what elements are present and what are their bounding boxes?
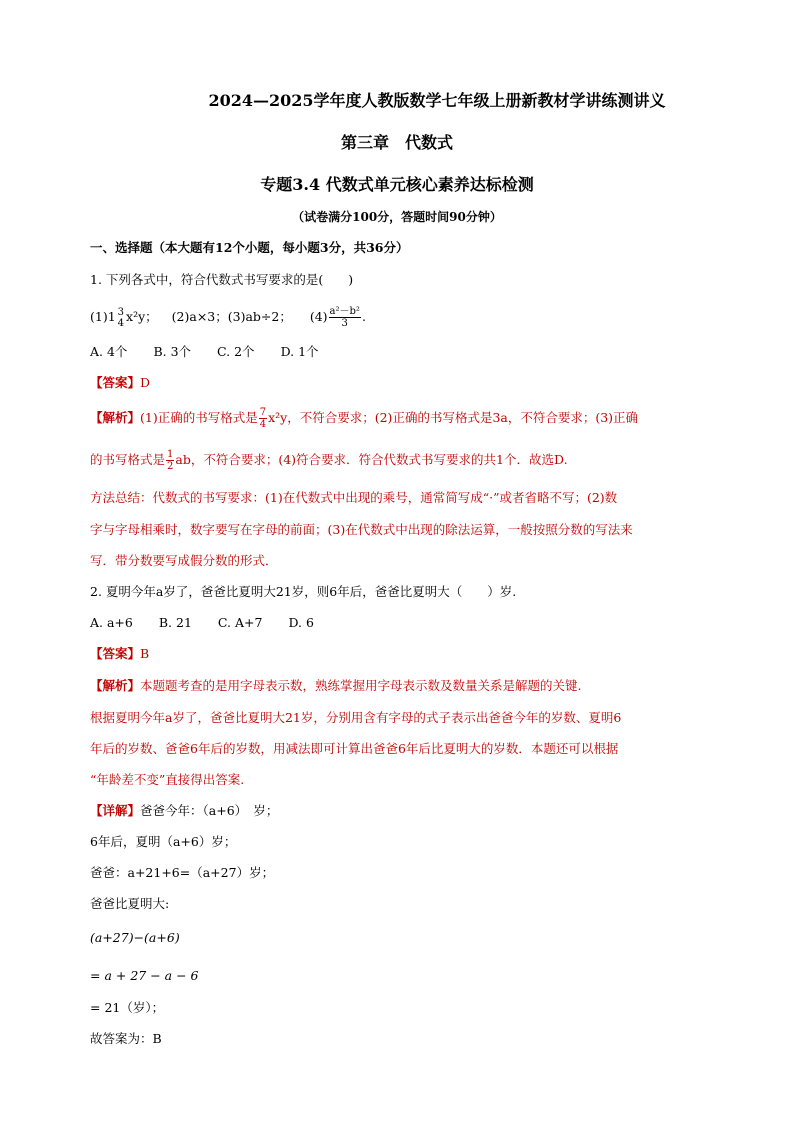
q1-method-line3: 写．带分数要写成假分数的形式． bbox=[90, 553, 278, 568]
q1-analysis-den1: 4 bbox=[259, 419, 267, 430]
q2-option-a: A. a+6 bbox=[90, 615, 133, 630]
q1-item1-fraction bbox=[117, 307, 125, 329]
q1-item4-fraction bbox=[329, 306, 361, 329]
q1-analysis2-text-a: 的书写格式是 bbox=[90, 452, 166, 467]
q2-calc-line3: = 21（岁）； bbox=[90, 1000, 165, 1015]
q2-detail-line3: 爸爸：a+21+6=（a+27）岁； bbox=[90, 865, 275, 880]
main-title: 2024—2025学年度人教版数学七年级上册新教材学讲练测讲义 bbox=[208, 91, 666, 110]
q1-option-d: D. 1个 bbox=[280, 344, 319, 359]
q1-analysis-line2 bbox=[90, 448, 568, 472]
q2-analysis-line2: 根据夏明今年a岁了，爸爸比夏明大21岁，分别用含有字母的式子表示出爸爸今年的岁数、夏明6 bbox=[90, 710, 622, 725]
q1-analysis-fraction2 bbox=[166, 449, 174, 472]
q1-item4-den: 3 bbox=[341, 318, 348, 329]
q1-analysis-text-b: x²y，不符合要求；(2)正确的书写格式是3a，不符合要求；(3)正确 bbox=[268, 410, 639, 425]
q2-stem: 2. 夏明今年a岁了，爸爸比夏明大21岁，则6年后，爸爸比夏明大（ ）岁. bbox=[90, 584, 517, 599]
q1-analysis-fraction1 bbox=[259, 407, 267, 430]
q1-stem: 1. 下列各式中，符合代数式书写要求的是( ) bbox=[90, 272, 354, 287]
q2-option-d: D. 6 bbox=[288, 615, 314, 630]
q1-analysis-text-a: (1)正确的书写格式是 bbox=[140, 410, 258, 425]
q2-option-c: C. A+7 bbox=[217, 615, 263, 630]
q1-item2: (2)a×3； bbox=[171, 309, 228, 324]
q2-detail-text1: 爸爸今年：（a+6） 岁； bbox=[140, 803, 279, 818]
q1-item1-den: 4 bbox=[117, 317, 125, 329]
q1-method-line1: 方法总结：代数式的书写要求：(1)在代数式中出现的乘号，通常简写成“·”或者省略不写；(2)数 bbox=[90, 490, 618, 505]
exam-info: （试卷满分100分，答题时间90分钟） bbox=[292, 210, 502, 224]
q1-item1-suffix: x²y； bbox=[126, 309, 158, 324]
q1-options bbox=[90, 344, 345, 360]
q2-analysis-text1: 本题题考查的是用字母表示数，熟练掌握用字母表示数及数量关系是解题的关键. bbox=[140, 678, 582, 693]
q1-analysis2-text-b: ab，不符合要求；(4)符合要求．符合代数式书写要求的共1个．故选D. bbox=[175, 452, 568, 467]
q1-answer-value: D bbox=[140, 375, 151, 390]
q1-analysis-tag: 【解析】 bbox=[90, 410, 141, 425]
q2-detail-line4: 爸爸比夏明大: bbox=[90, 896, 170, 911]
q2-detail-line2: 6年后，夏明（a+6）岁； bbox=[90, 834, 237, 849]
q2-analysis-line4: “年龄差不变”直接得出答案. bbox=[90, 772, 245, 787]
q2-options bbox=[90, 615, 340, 631]
q1-method-line2: 字与字母相乘时，数字要写在字母的前面；(3)在代数式中出现的除法运算，一般按照分数的写法来 bbox=[90, 522, 633, 537]
q1-analysis-num1: 7 bbox=[259, 407, 267, 418]
q2-answer-tag: 【答案】 bbox=[90, 646, 141, 661]
q2-detail-tag: 【详解】 bbox=[90, 803, 141, 818]
chapter-title: 第三章 代数式 bbox=[340, 133, 453, 152]
q1-item4-suffix: . bbox=[361, 309, 366, 324]
q2-analysis-line3: 年后的岁数、爸爸6年后的岁数，用减法即可计算出爸爸6年后比夏明大的岁数．本题还可以根据 bbox=[90, 741, 619, 756]
q2-conclusion: 故答案为：B bbox=[90, 1031, 162, 1046]
q2-answer-value: B bbox=[140, 646, 150, 661]
q2-option-b: B. 21 bbox=[158, 615, 192, 630]
q1-item3: (3)ab÷2； bbox=[227, 309, 292, 324]
q1-option-b: B. 3个 bbox=[153, 344, 192, 359]
q2-answer bbox=[90, 646, 149, 662]
q1-option-a: A. 4个 bbox=[90, 344, 128, 359]
q2-calc-line2: = a + 27 − a − 6 bbox=[90, 968, 199, 983]
section-heading: 一、选择题（本大题有12个小题，每小题3分，共36分） bbox=[90, 240, 409, 255]
q1-answer-tag: 【答案】 bbox=[90, 375, 141, 390]
q1-item1-num: 3 bbox=[117, 306, 125, 318]
q2-detail-line1 bbox=[90, 803, 278, 819]
q1-items bbox=[90, 305, 366, 329]
q1-analysis-line1 bbox=[90, 406, 638, 430]
q1-answer bbox=[90, 375, 150, 391]
q1-item4-prefix: (4) bbox=[309, 309, 328, 324]
q1-analysis-num2: 1 bbox=[167, 449, 174, 460]
q2-analysis-tag: 【解析】 bbox=[90, 678, 141, 693]
topic-title: 专题3.4 代数式单元核心素养达标检测 bbox=[260, 175, 534, 194]
q1-analysis-den2: 2 bbox=[167, 461, 174, 472]
q2-calc-line1: (a+27)−(a+6) bbox=[90, 930, 180, 945]
q1-item4-num: a²－b² bbox=[329, 306, 360, 317]
q2-analysis-line1 bbox=[90, 678, 582, 694]
q1-option-c: C. 2个 bbox=[217, 344, 255, 359]
q1-item1-prefix: (1)1 bbox=[90, 309, 116, 324]
